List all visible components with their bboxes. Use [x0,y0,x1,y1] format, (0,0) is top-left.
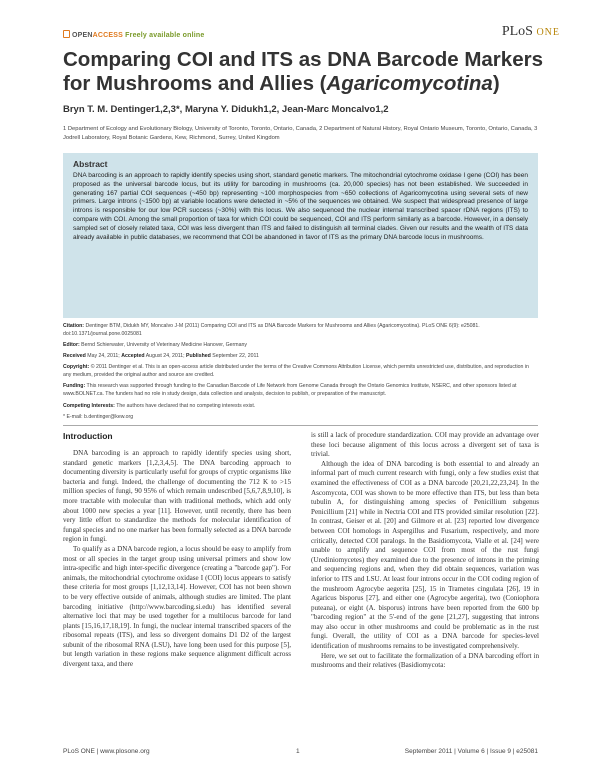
footer-page: 1 [296,748,300,755]
abstract-text: DNA barcoding is an approach to rapidly identify species using short, standard genetic markers. The mitochondrial cytochrome oxidase I gene (COI) has been proposed as the universal barcode locus, but its utility for barcoding in mushrooms (ca. 20,000 species) has not been established. We succeeded in generating 167 partial COI sequences (~450 bp) representing ~100 morphospecies from ~650 collections of Agaricomycotina using several sets of new primers. Large introns (~1500 bp) at variable locations were detected in ~5% of the sequences we obtained. We suspect that widespread presence of large introns is responsible for our low PCR success (~30%) with this locus. We also sequenced the nuclear internal transcribed spacer rDNA regions (ITS) to compare with COI. Among the small proportion of taxa for which COI could be sequenced, COI and ITS perform similarly as a barcode. However, in a densely sampled set of closely related taxa, COI was less divergent than ITS and failed to distinguish all terminal clades. Given our results and the wealth of ITS data already available in public databases, we recommend that COI be abandoned in favor of ITS as the primary DNA barcode locus in mushrooms. [73,172,528,241]
received-date: May 24, 2011; [87,353,120,359]
paragraph: To qualify as a DNA barcode region, a locus should be easy to amplify from most or all species in the target group using universal primers and show low intra-specific and high inter-specific divergence (creating a "barcode gap"). For animals, the mitochondrial cytochrome oxidase I (COI) locus appears to satisfy these criteria for most groups [1,12,13,14]. However, COI has not been shown to be very effective outside of animals, although studies are limited. The plant barcoding initiative (http://www.barcoding.si.edu) has identified several alternative loci that may be used together for a multilocus barcode for land plants [15,16,17,18,19]. In fungi, the nuclear internal transcribed spacers of the ribosomal repeats (ITS), and less so divergent domains D1 D2 of the largest subunit of the ribosomal RNA (LSU), have long been used for this purpose [5], but length variation in these regions make sequence alignment difficult across divergent taxa, and there [63,544,291,669]
published-date: September 22, 2011 [212,353,259,359]
funding-label: Funding: [63,383,86,389]
competing-label: Competing Interests: [63,403,115,409]
editor-text: Bernd Schierwater, University of Veterinary Medicine Hanover, Germany [81,342,247,348]
open-lock-icon [63,30,70,38]
logo-one-text: ONE [536,27,560,38]
title-italic: Agaricomycotina [326,72,493,95]
citation-text: Dentinger BTM, Didukh MY, Moncalvo J-M (2011) Comparing COI and ITS as DNA Barcode Markers for Mushrooms and Allies (Agaricomycotina). PLoS ONE 6(9): e25081. doi:10.1371/journal.pone.0025081 [63,323,480,337]
funding-text: This research was supported through funding to the Canadian Barcode of Life Network from Genome Canada through the Ontario Genomics Institute, NSERC, and other sponsors listed at www.BOLNET.ca. The funders had no role in study design, data collection and analysis, decision to publish, or preparation of the manuscript. [63,383,517,397]
published-label: Published [186,353,211,359]
open-label: OPEN [72,32,93,39]
abstract-box [63,153,538,318]
paragraph: Here, we set out to facilitate the formalization of a DNA barcoding effort in mushrooms and their relatives (Basidiomycota: [311,651,539,670]
right-column [311,431,539,671]
footer-issue: September 2011 | Volume 6 | Issue 9 | e25081 [404,748,538,755]
copyright [63,364,538,379]
divider [63,425,538,426]
title-main: Comparing COI and ITS as DNA Barcode Markers for Mushrooms and Allies ( [63,48,543,95]
received-label: Received [63,353,86,359]
paragraph: DNA barcoding is an approach to rapidly identify species using short, standard genetic markers [1,2,3,4,5]. The DNA barcoding approach to documenting diversity is particularly useful for groups of cryptic organisms like bacteria and fungi. Indeed, the challenge of documenting the 712 K to >15 million species of fungi, 90 95% of which remain undescribed [5,6,7,8,9,10], is more tractable with molecular than with traditional methods, which add only about 1000 new species a year [11]. However, until recently, there has been very little effort to standardize the methods for molecular identification of fungal species and no one marker has been formally selected as a DNA barcode region in fungi. [63,449,291,544]
left-column [63,449,291,670]
introduction-heading: Introduction [63,431,113,441]
copyright-label: Copyright: [63,364,90,370]
accepted-label: Accepted [121,353,145,359]
affiliations: 1 Department of Ecology and Evolutionary Biology, University of Toronto, Toronto, Ontario, Canada, 2 Department of Natural History, Royal Ontario Museum, Toronto, Ontario, Canada, 3 Jodrell Laboratory, Royal Botanic Gardens, Kew, Richmond, Surrey, United Kingdom [63,126,538,141]
competing-interests [63,403,538,411]
citation [63,323,538,338]
freely-available-label: Freely available online [125,32,205,39]
logo-plos-text: PLoS [501,24,533,39]
funding [63,383,538,398]
access-label: ACCESS [92,32,124,39]
page-footer [63,748,538,755]
paragraph: is still a lack of procedure standardization. COI may provide an advantage over these loci because alignment of this locus across a divergent set of taxa is trivial. [311,431,539,459]
plos-one-logo [502,24,560,40]
accepted-date: August 24, 2011; [145,353,185,359]
article-title [63,48,543,96]
title-end: ) [492,72,500,95]
copyright-text: © 2011 Dentinger et al. This is an open-access article distributed under the terms of the Creative Commons Attribution License, which permits unrestricted use, distribution, and reproduction in any medium, provided the original author and source are credited. [63,364,529,378]
editor [63,342,538,350]
citation-label: Citation: [63,323,85,329]
dates [63,353,538,361]
editor-label: Editor: [63,342,80,348]
email: * E-mail: b.dentinger@kew.org [63,414,134,420]
competing-text: The authors have declared that no competing interests exist. [116,403,256,409]
open-access-badge [63,30,204,39]
paragraph: Although the idea of DNA barcoding is both essential to and already an informal part of much current research with fungi, only a few studies exist that examined the effectiveness of COI as a DNA barcode [20,21,22,23,24]. In the Ascomycota, COI was shown to be more effective than ITS, but less than beta tubulin A, for distinguishing among species of Penicillium subgenus Penicillium [21] while in Nectria COI and ITS provided similar resolution [22]. In contrast, Geiser et al. [20] and Gilmore et al. [23] reported low divergence between COI homologs in Aspergillus and Fusarium, respectively, and more critically, detected COI paralogs. In the Basidiomycota, Vialle et al. [24] were unable to amplify and sequence COI from most of the rust fungi (Urediniomycetes) they examined due to the presence of introns in the priming and sequencing regions and, when they did obtain sequences, variation was inferior to ITS and LSU. At least four introns occur in the COI coding region of the mushroom Agrocybe aegerita [25], 15 in Trametes cingulata [26], 19 in Agaricus bisporus [27], and either one (Agrocybe aegerita), two (Coniophora puteana), or eight (A. bisporus) introns have been reported from the 600 bp "barcoding region" at the 5'-end of the gene [21,27], suggesting that introns may also occur in other mushrooms and could be problematic as in the rust fungi. Overall, the utility of COI as a DNA barcode for species-level identification of mushrooms remains to be investigated comprehensively. [311,459,539,651]
footer-journal: PLoS ONE | www.plosone.org [63,748,150,755]
abstract-heading: Abstract [73,159,108,169]
author-list: Bryn T. M. Dentinger1,2,3*, Maryna Y. Didukh1,2, Jean-Marc Moncalvo1,2 [63,104,389,115]
